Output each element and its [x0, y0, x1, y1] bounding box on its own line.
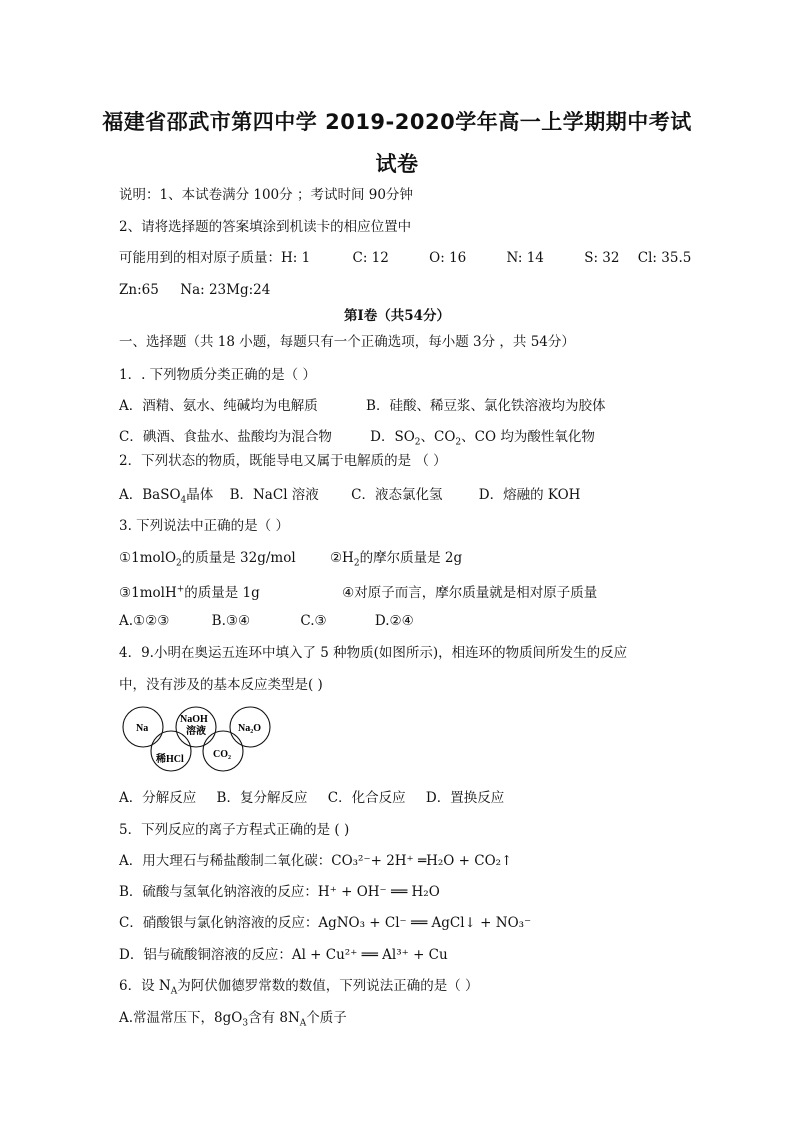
section-instruction: 一、选择题（共 18 小题，每题只有一个正确选项，每小题 3分 ，共 54分） [119, 334, 575, 350]
mass-o: O: 16 [429, 250, 467, 266]
q6-option-a: A.常温常压下，$8gO_3$含有 $8N_A$个质子 [119, 1010, 347, 1029]
q1-option-a: A．酒精、氨水、纯碱均为电解质 [119, 398, 318, 414]
q1-options-cd [119, 428, 595, 452]
q3-statement-2: $②H_2$的摩尔质量是 2g [329, 550, 463, 569]
q1-option-c: C．碘酒、食盐水、盐酸均为混合物 [119, 429, 332, 445]
note-answer-sheet: 2、请将选择题的答案填涂到机读卡的相应位置中 [119, 219, 412, 235]
q5-stem: 5．下列反应的离子方程式正确的是 ( ) [119, 822, 350, 838]
ring-label-hcl: 稀HCl [156, 754, 184, 765]
q3-statement-3: ③1molH+的质量是 1g [119, 584, 260, 601]
q4-stem-line2: 中，没有涉及的基本反应类型是( ) [119, 677, 323, 693]
exam-title-line1: 福建省邵武市第四中学 2019-2020学年高一上学期期中考试 [102, 110, 692, 134]
q3-statement-4: ④对原子而言，摩尔质量就是相对原子质量 [342, 584, 598, 601]
q2-option-c: C．液态氯化氢 [351, 487, 443, 503]
mass-s: S: 32 [584, 250, 620, 266]
olympic-rings-diagram [121, 705, 281, 775]
q2-option-d: D．熔融的 KOH [478, 487, 581, 503]
mass-cl: Cl: 35.5 [637, 250, 692, 266]
mass-h: H: 1 [281, 250, 311, 266]
exam-title-line2: 试卷 [375, 152, 419, 176]
q5-option-b: B．硫酸与氢氧化钠溶液的反应：H⁺ + OH⁻ ══ H₂O [119, 884, 440, 900]
q2-option-a: A．BaSO$_4$晶体 [119, 487, 214, 506]
q1-option-d: D．$SO_2$、$CO_2$、CO 均为酸性氧化物 [370, 429, 595, 448]
q4-option-d: D．置换反应 [425, 790, 505, 806]
q4-option-a: A．分解反应 [119, 790, 197, 806]
atomic-mass-line2: Zn:65 Na: 23Mg:24 [119, 282, 271, 298]
note-score-time: 说明：1、本试卷满分 100分 ；考试时间 90分钟 [119, 187, 413, 203]
q3-stem: 3. 下列说法中正确的是（ ） [119, 518, 289, 534]
q3-option-c: C.③ [300, 613, 327, 629]
atomic-mass-label: 可能用到的相对原子质量： [119, 250, 281, 266]
q4-option-b: B．复分解反应 [216, 790, 308, 806]
q2-stem: 2．下列状态的物质，既能导电又属于电解质的是 （ ） [119, 453, 447, 469]
mass-n: N: 14 [506, 250, 544, 266]
mass-c: C: 12 [352, 250, 389, 266]
ring-label-naoh-solution: 溶液 [186, 726, 206, 737]
q2-options [119, 486, 580, 510]
q4-options [119, 789, 504, 807]
q1-options-ab [119, 397, 605, 415]
atomic-mass-line [119, 249, 691, 267]
ring-label-na: Na [136, 723, 149, 734]
q3-option-b: B.③④ [211, 613, 251, 629]
ring-label-naoh: NaOH [180, 714, 208, 725]
q5-option-c: C．硝酸银与氯化钠溶液的反应：AgNO₃ + Cl⁻ ══ AgCl↓ + NO₃⁻ [119, 915, 532, 931]
q4-stem-line1: 4．9.小明在奥运五连环中填入了 5 种物质(如图所示)，相连环的物质间所发生的反应 [119, 645, 628, 661]
q3-statements-12 [119, 549, 462, 573]
q3-options [119, 612, 414, 630]
q3-statement-1: ①1molO$_2$的质量是 32g/mol [119, 550, 296, 569]
q4-option-c: C．化合反应 [327, 790, 406, 806]
q5-option-d: D．铝与硫酸铜溶液的反应：Al + Cu²⁺ ══ Al³⁺ + Cu [119, 947, 448, 963]
q3-option-d: D.②④ [374, 613, 414, 629]
q1-stem: 1．. 下列物质分类正确的是（ ） [119, 367, 316, 383]
q2-option-b: B．NaCl 溶液 [229, 487, 319, 503]
section-heading: 第Ⅰ卷（共54分） [343, 308, 451, 324]
q5-option-a: A．用大理石与稀盐酸制二氧化碳：CO₃²⁻+ 2H⁺ ═H₂O + CO₂↑ [119, 853, 513, 869]
ring-label-na2o: Na₂O [238, 723, 261, 734]
ring-label-co2: CO₂ [213, 749, 231, 760]
ring-hcl [151, 731, 191, 771]
q1-option-b: B．硅酸、稀豆浆、氯化铁溶液均为胶体 [366, 398, 606, 414]
q6-stem: 6．设 $N_A$为阿伏伽德罗常数的数值，下列说法正确的是（ ） [119, 978, 479, 997]
q3-option-a: A.①②③ [119, 613, 170, 629]
q3-statements-34 [119, 580, 597, 602]
